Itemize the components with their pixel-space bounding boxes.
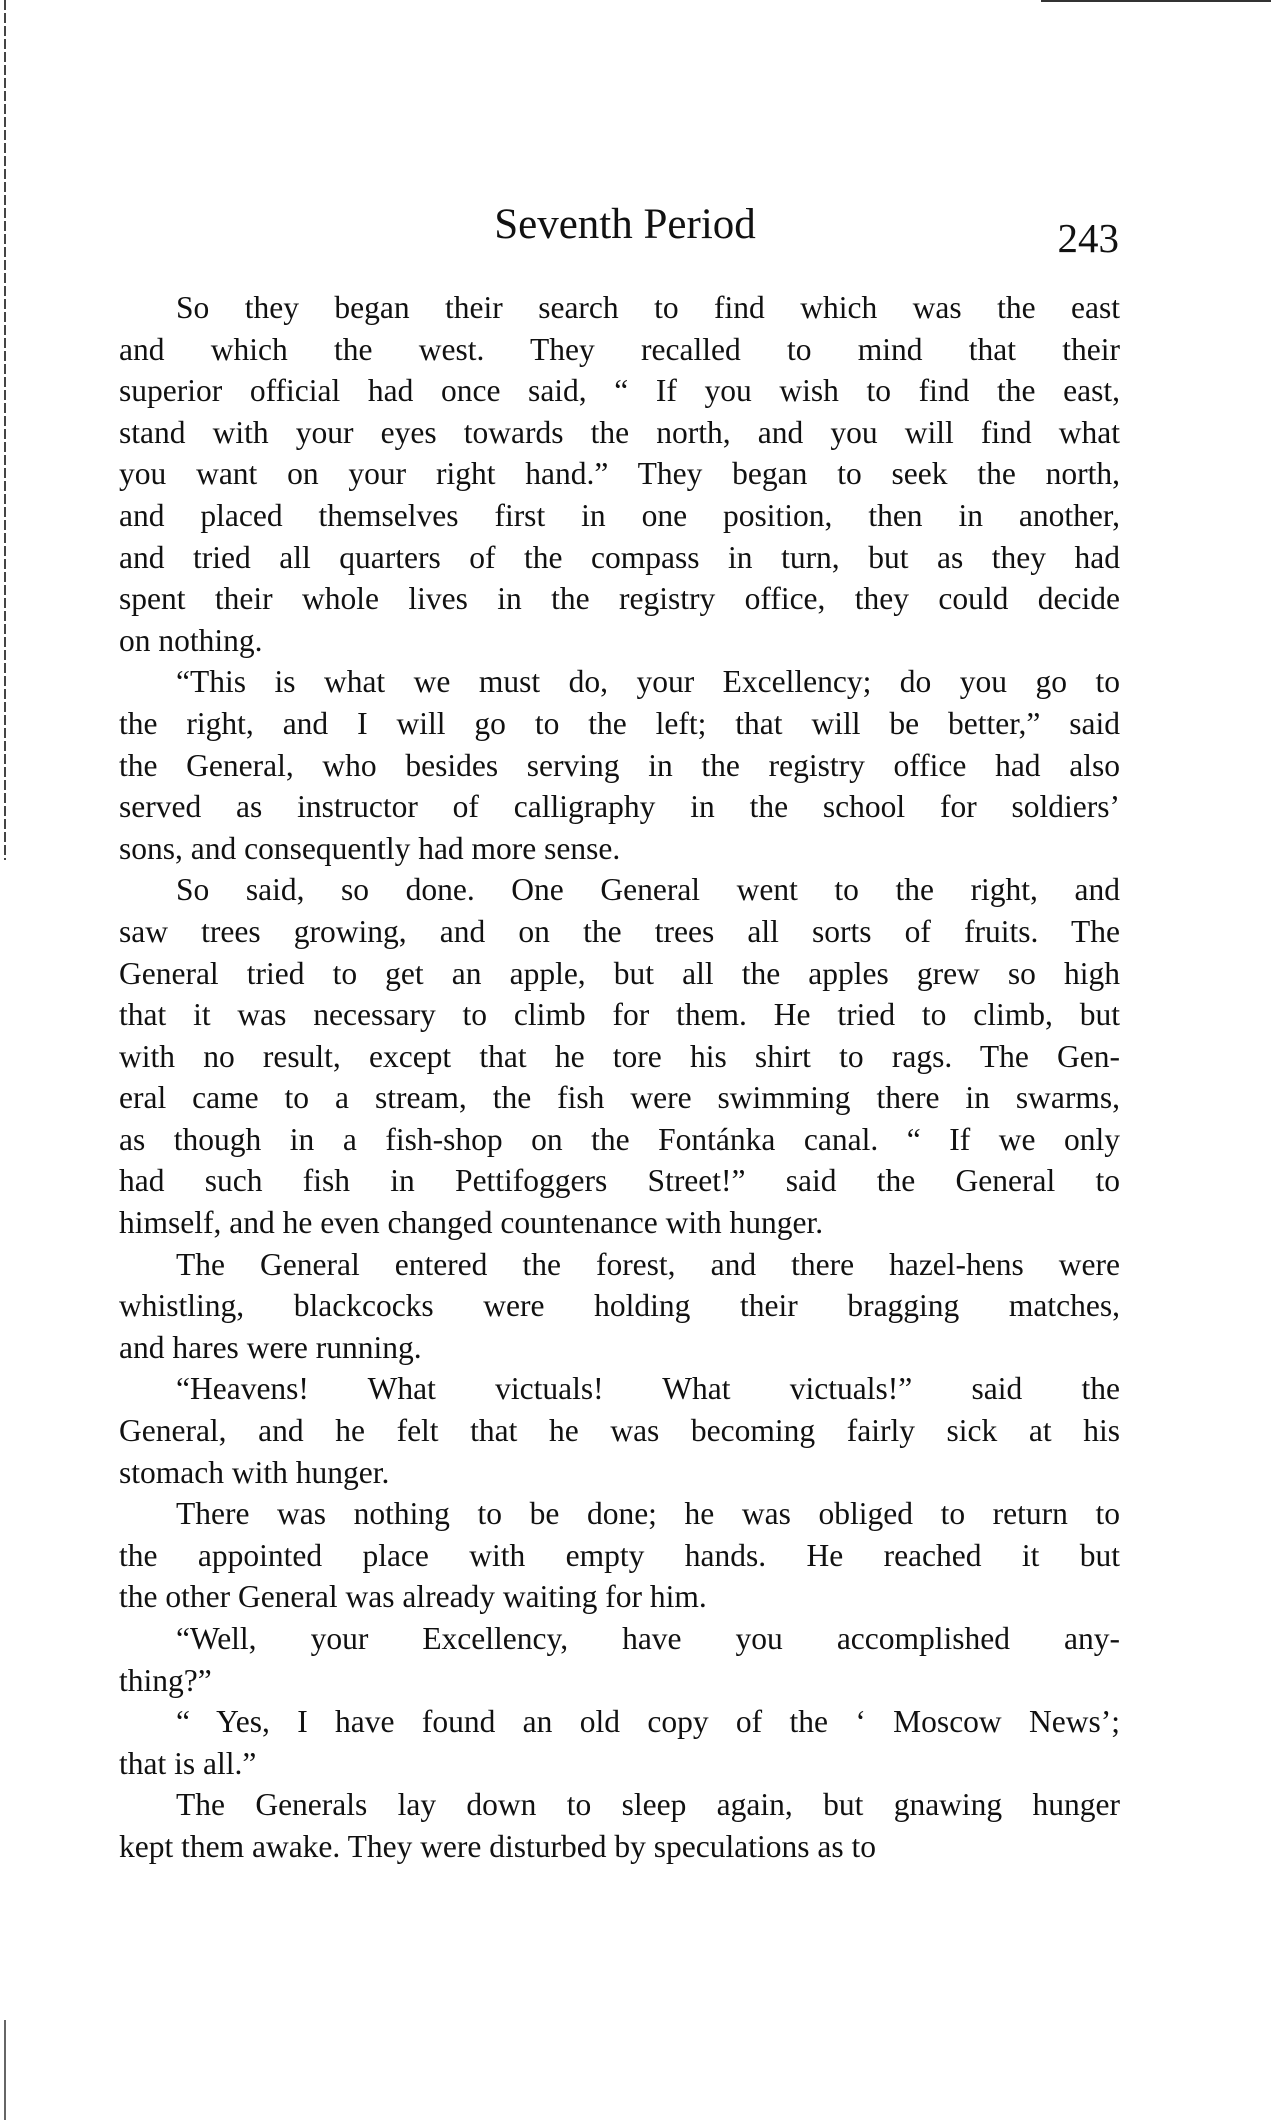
text-line: “Heavens! What victuals! What victuals!” said the — [176, 1371, 1120, 1407]
text-line: The General entered the forest, and there hazel-hens were — [176, 1246, 1120, 1282]
text-line: that it was necessary to climb for them. He tried to climb, but — [119, 997, 1120, 1033]
text-line: So said, so done. One General went to the right, and — [176, 872, 1120, 908]
text-line: and placed themselves first in one position, then in another, — [119, 497, 1120, 533]
text-line: So they began their search to find which was the east — [176, 290, 1120, 325]
paragraph — [119, 1701, 1120, 1784]
page-body — [119, 287, 1120, 1868]
text-line: the appointed place with empty hands. He reached it but — [119, 1537, 1120, 1573]
text-line: whistling, blackcocks were holding their bragging matches, — [119, 1288, 1120, 1324]
text-line: “Well, your Excellency, have you accomplished any- — [176, 1621, 1120, 1656]
text-line: and hares were running. — [119, 1329, 422, 1365]
text-line: himself, and he even changed countenance with hunger. — [119, 1205, 824, 1241]
scan-edge-mark — [4, 0, 6, 860]
text-line: had such fish in Pettifoggers Street!” said the General to — [119, 1163, 1120, 1199]
text-line: General tried to get an apple, but all the apples grew so high — [119, 955, 1120, 991]
text-line: served as instructor of calligraphy in the school for soldiers’ — [119, 789, 1120, 825]
text-line: saw trees growing, and on the trees all sorts of fruits. The — [119, 913, 1120, 949]
text-line: sons, and consequently had more sense. — [119, 830, 621, 866]
paragraph — [119, 661, 1120, 869]
text-line: “This is what we must do, your Excellency; do you go to — [176, 664, 1120, 700]
text-line: the General, who besides serving in the registry office had also — [119, 747, 1120, 783]
paragraph — [119, 1244, 1120, 1369]
scan-edge-mark — [4, 2020, 6, 2120]
text-line: The Generals lay down to sleep again, but gnawing hunger — [176, 1787, 1120, 1823]
text-line: stand with your eyes towards the north, and you will find what — [119, 414, 1120, 450]
text-line: you want on your right hand.” They began to seek the north, — [119, 456, 1120, 492]
text-line: “ Yes, I have found an old copy of the ‘ Moscow News’; — [176, 1704, 1120, 1740]
text-line: kept them awake. They were disturbed by speculations as to — [119, 1828, 876, 1864]
text-line: superior official had once said, “ If you wish to find the east, — [119, 373, 1120, 409]
paragraph — [119, 287, 1120, 661]
page-header — [0, 200, 1271, 260]
text-line: and tried all quarters of the compass in turn, but as they had — [119, 539, 1120, 575]
paragraph — [119, 1618, 1120, 1701]
text-line: as though in a fish-shop on the Fontánka canal. “ If we only — [119, 1121, 1120, 1157]
text-line: on nothing. — [119, 622, 263, 658]
text-line: eral came to a stream, the fish were swimming there in swarms, — [119, 1080, 1120, 1116]
paragraph — [119, 1368, 1120, 1493]
text-line: There was nothing to be done; he was obliged to return to — [176, 1496, 1120, 1532]
text-line: stomach with hunger. — [119, 1454, 390, 1490]
paragraph — [119, 869, 1120, 1243]
text-line: and which the west. They recalled to mind that their — [119, 331, 1120, 367]
text-line: spent their whole lives in the registry office, they could decide — [119, 581, 1120, 617]
page-number: 243 — [1057, 215, 1119, 261]
paragraph — [119, 1493, 1120, 1618]
text-line: with no result, except that he tore his shirt to rags. The Gen- — [119, 1038, 1120, 1074]
text-line: the right, and I will go to the left; that will be better,” said — [119, 705, 1120, 741]
text-line: that is all.” — [119, 1745, 257, 1781]
text-line: General, and he felt that he was becoming fairly sick at his — [119, 1413, 1120, 1449]
text-line: thing?” — [119, 1662, 212, 1698]
running-title: Seventh Period — [494, 201, 756, 248]
paragraph — [119, 1784, 1120, 1867]
text-line: the other General was already waiting for him. — [119, 1579, 707, 1615]
scan-top-line — [1041, 0, 1271, 2]
